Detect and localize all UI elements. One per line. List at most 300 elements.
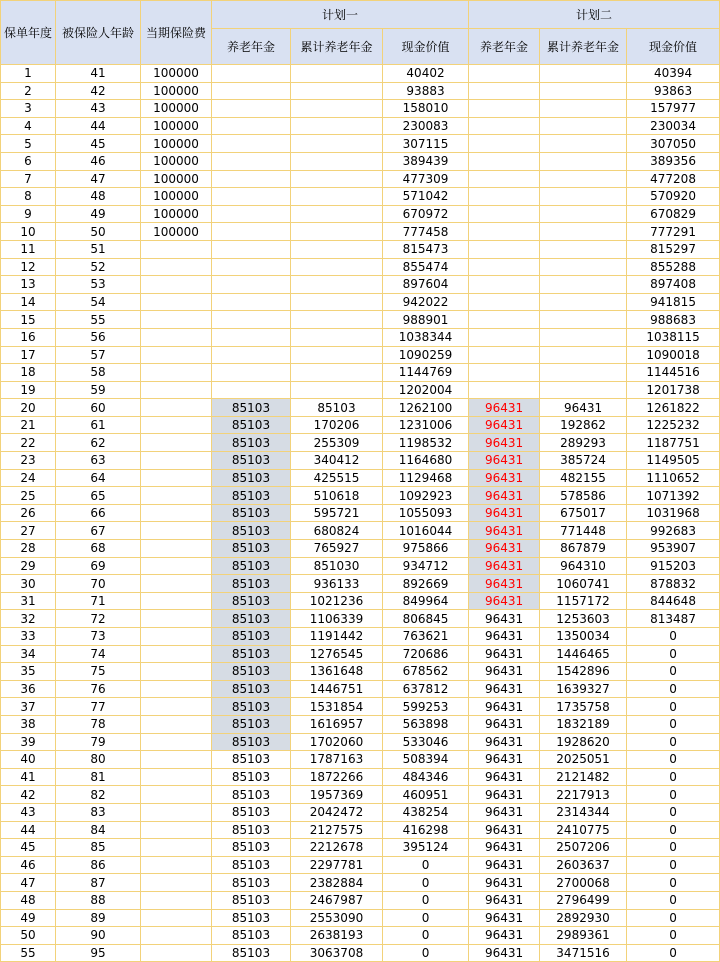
cell-year: 34 [1,645,56,663]
cell-plan2-pension: 96431 [469,504,540,522]
cell-plan1-pension: 85103 [212,610,291,628]
cell-plan2-cash-value: 0 [627,645,720,663]
cell-plan2-cumulative-pension: 2314344 [540,803,627,821]
cell-plan2-cumulative-pension: 2410775 [540,821,627,839]
cell-plan2-cash-value: 0 [627,909,720,927]
cell-premium [141,522,212,540]
cell-premium [141,628,212,646]
cell-plan1-cumulative-pension: 1702060 [291,733,383,751]
cell-plan1-cash-value: 1144769 [383,364,469,382]
cell-plan1-cumulative-pension [291,346,383,364]
table-row [1,293,720,311]
cell-premium [141,645,212,663]
cell-plan1-cumulative-pension: 340412 [291,452,383,470]
cell-plan2-pension: 96431 [469,540,540,558]
cell-year: 46 [1,856,56,874]
cell-plan2-pension [469,135,540,153]
header-plan2-cumulative-pension: 累计养老年金 [540,29,627,65]
cell-plan1-cumulative-pension: 255309 [291,434,383,452]
cell-age: 80 [56,751,141,769]
cell-premium: 100000 [141,205,212,223]
cell-plan1-cash-value: 0 [383,944,469,962]
table-row [1,874,720,892]
cell-year: 14 [1,293,56,311]
cell-year: 55 [1,944,56,962]
cell-age: 65 [56,487,141,505]
header-age: 被保险人年龄 [56,1,141,65]
cell-plan1-pension [212,346,291,364]
table-body [1,65,720,962]
table-row [1,909,720,927]
cell-plan1-pension [212,152,291,170]
cell-premium [141,856,212,874]
cell-plan1-pension: 85103 [212,434,291,452]
cell-plan2-cumulative-pension: 2507206 [540,839,627,857]
cell-plan2-pension [469,240,540,258]
cell-plan2-pension [469,152,540,170]
cell-plan2-cumulative-pension [540,240,627,258]
cell-plan2-cash-value: 915203 [627,557,720,575]
cell-plan2-cash-value: 0 [627,715,720,733]
cell-plan1-cash-value: 777458 [383,223,469,241]
cell-plan1-cash-value: 720686 [383,645,469,663]
cell-plan1-cash-value: 1202004 [383,381,469,399]
cell-plan2-cumulative-pension: 1157172 [540,592,627,610]
cell-premium [141,715,212,733]
table-row [1,786,720,804]
cell-plan2-cash-value: 157977 [627,100,720,118]
cell-plan1-pension: 85103 [212,680,291,698]
cell-plan2-pension: 96431 [469,680,540,698]
cell-age: 86 [56,856,141,874]
cell-age: 72 [56,610,141,628]
cell-year: 1 [1,65,56,83]
cell-year: 44 [1,821,56,839]
cell-plan1-cumulative-pension: 595721 [291,504,383,522]
cell-plan2-cumulative-pension [540,381,627,399]
cell-plan2-cumulative-pension [540,170,627,188]
cell-plan1-cumulative-pension: 1616957 [291,715,383,733]
cell-plan1-cumulative-pension: 1957369 [291,786,383,804]
cell-plan2-pension: 96431 [469,416,540,434]
cell-plan2-cumulative-pension [540,328,627,346]
cell-plan1-pension [212,205,291,223]
cell-plan1-cumulative-pension: 2382884 [291,874,383,892]
table-row [1,592,720,610]
cell-plan2-cash-value: 953907 [627,540,720,558]
cell-plan2-cumulative-pension [540,258,627,276]
cell-plan2-pension: 96431 [469,663,540,681]
cell-plan1-cumulative-pension: 680824 [291,522,383,540]
cell-plan2-cash-value: 878832 [627,575,720,593]
cell-plan1-pension: 85103 [212,803,291,821]
cell-age: 58 [56,364,141,382]
table-row [1,698,720,716]
cell-premium [141,944,212,962]
cell-plan2-pension: 96431 [469,452,540,470]
cell-plan1-cash-value: 934712 [383,557,469,575]
cell-premium [141,821,212,839]
table-row [1,276,720,294]
cell-plan2-pension: 96431 [469,751,540,769]
table-row [1,487,720,505]
cell-plan2-pension: 96431 [469,575,540,593]
cell-age: 83 [56,803,141,821]
cell-plan2-cumulative-pension [540,152,627,170]
table-row [1,821,720,839]
cell-plan2-cash-value: 0 [627,839,720,857]
cell-premium [141,381,212,399]
table-row [1,540,720,558]
cell-plan2-pension: 96431 [469,839,540,857]
cell-plan1-pension [212,258,291,276]
cell-plan2-cash-value: 0 [627,680,720,698]
cell-plan1-cash-value: 849964 [383,592,469,610]
cell-plan1-pension: 85103 [212,786,291,804]
table-row [1,927,720,945]
table-row [1,469,720,487]
cell-age: 59 [56,381,141,399]
cell-age: 48 [56,188,141,206]
cell-age: 69 [56,557,141,575]
cell-age: 68 [56,540,141,558]
cell-year: 15 [1,311,56,329]
cell-plan1-cash-value: 975866 [383,540,469,558]
cell-year: 36 [1,680,56,698]
cell-plan2-cash-value: 1201738 [627,381,720,399]
cell-plan2-cash-value: 1031968 [627,504,720,522]
cell-plan1-cumulative-pension: 2127575 [291,821,383,839]
cell-plan1-cumulative-pension [291,117,383,135]
cell-plan1-cumulative-pension: 1531854 [291,698,383,716]
cell-plan1-pension: 85103 [212,592,291,610]
cell-plan2-pension: 96431 [469,786,540,804]
cell-premium: 100000 [141,100,212,118]
cell-age: 52 [56,258,141,276]
cell-plan1-cash-value: 806845 [383,610,469,628]
cell-plan2-cumulative-pension: 192862 [540,416,627,434]
cell-plan2-cumulative-pension: 385724 [540,452,627,470]
cell-plan1-pension: 85103 [212,452,291,470]
cell-plan1-cash-value: 1129468 [383,469,469,487]
cell-plan2-cash-value: 0 [627,698,720,716]
cell-premium [141,240,212,258]
cell-plan1-cumulative-pension: 2212678 [291,839,383,857]
cell-plan1-cash-value: 1164680 [383,452,469,470]
cell-plan1-pension: 85103 [212,487,291,505]
cell-plan1-cash-value: 508394 [383,751,469,769]
cell-plan1-cash-value: 40402 [383,65,469,83]
header-plan1-cumulative-pension: 累计养老年金 [291,29,383,65]
cell-plan2-pension: 96431 [469,487,540,505]
cell-plan2-pension: 96431 [469,698,540,716]
cell-year: 2 [1,82,56,100]
cell-age: 51 [56,240,141,258]
header-plan-1: 计划一 [212,1,469,29]
table-row [1,610,720,628]
cell-year: 49 [1,909,56,927]
cell-year: 37 [1,698,56,716]
cell-plan1-pension: 85103 [212,469,291,487]
cell-plan1-pension: 85103 [212,733,291,751]
header-plan2-pension: 养老年金 [469,29,540,65]
header-year: 保单年度 [1,1,56,65]
cell-plan1-cash-value: 460951 [383,786,469,804]
cell-plan2-cash-value: 670829 [627,205,720,223]
cell-plan1-pension: 85103 [212,909,291,927]
cell-plan1-cash-value: 0 [383,856,469,874]
cell-plan1-cash-value: 307115 [383,135,469,153]
cell-age: 82 [56,786,141,804]
cell-plan1-cumulative-pension: 1361648 [291,663,383,681]
cell-age: 66 [56,504,141,522]
cell-age: 41 [56,65,141,83]
cell-plan1-pension: 85103 [212,856,291,874]
cell-premium [141,874,212,892]
cell-plan2-cumulative-pension: 1542896 [540,663,627,681]
cell-plan2-cumulative-pension: 1446465 [540,645,627,663]
cell-plan2-cumulative-pension [540,276,627,294]
cell-plan1-cash-value: 892669 [383,575,469,593]
cell-plan1-cumulative-pension: 1021236 [291,592,383,610]
cell-plan1-cumulative-pension: 425515 [291,469,383,487]
cell-plan2-cash-value: 0 [627,821,720,839]
cell-premium [141,592,212,610]
cell-plan2-pension: 96431 [469,610,540,628]
table-row [1,733,720,751]
cell-plan2-cash-value: 570920 [627,188,720,206]
cell-plan2-pension [469,364,540,382]
table-row [1,135,720,153]
cell-plan2-cumulative-pension: 1639327 [540,680,627,698]
cell-plan2-cumulative-pension: 2700068 [540,874,627,892]
cell-premium [141,909,212,927]
cell-plan1-cumulative-pension: 1276545 [291,645,383,663]
cell-plan2-pension: 96431 [469,469,540,487]
cell-plan1-cumulative-pension [291,65,383,83]
cell-plan1-cumulative-pension: 85103 [291,399,383,417]
cell-plan2-cash-value: 1187751 [627,434,720,452]
cell-plan2-cash-value: 0 [627,874,720,892]
cell-plan1-cumulative-pension [291,205,383,223]
cell-year: 35 [1,663,56,681]
cell-plan1-cash-value: 988901 [383,311,469,329]
cell-plan2-cumulative-pension: 2989361 [540,927,627,945]
cell-plan1-pension: 85103 [212,522,291,540]
cell-age: 87 [56,874,141,892]
cell-age: 44 [56,117,141,135]
cell-plan2-cumulative-pension: 578586 [540,487,627,505]
cell-plan1-cash-value: 158010 [383,100,469,118]
cell-plan1-cash-value: 763621 [383,628,469,646]
cell-plan2-cash-value: 992683 [627,522,720,540]
cell-plan1-cumulative-pension [291,258,383,276]
cell-plan2-cumulative-pension: 1060741 [540,575,627,593]
cell-premium [141,891,212,909]
cell-premium [141,328,212,346]
cell-plan2-cash-value: 855288 [627,258,720,276]
cell-plan1-cumulative-pension: 2467987 [291,891,383,909]
cell-plan2-pension: 96431 [469,821,540,839]
cell-plan1-cash-value: 0 [383,909,469,927]
cell-plan1-cumulative-pension [291,328,383,346]
cell-plan1-cash-value: 599253 [383,698,469,716]
cell-plan2-cash-value: 1225232 [627,416,720,434]
table-row [1,680,720,698]
cell-plan2-cumulative-pension [540,364,627,382]
table-row [1,557,720,575]
cell-plan2-pension [469,170,540,188]
cell-plan2-cash-value: 389356 [627,152,720,170]
table-row [1,891,720,909]
table-row [1,416,720,434]
cell-plan2-cash-value: 1090018 [627,346,720,364]
cell-plan1-cumulative-pension [291,223,383,241]
cell-plan2-cumulative-pension: 1350034 [540,628,627,646]
cell-age: 42 [56,82,141,100]
cell-plan2-pension: 96431 [469,733,540,751]
cell-year: 8 [1,188,56,206]
cell-plan1-cash-value: 563898 [383,715,469,733]
cell-plan1-cash-value: 897604 [383,276,469,294]
table-row [1,100,720,118]
cell-plan2-cumulative-pension [540,82,627,100]
cell-year: 47 [1,874,56,892]
cell-plan2-pension [469,205,540,223]
cell-plan2-cash-value: 93863 [627,82,720,100]
cell-age: 43 [56,100,141,118]
cell-plan2-cumulative-pension [540,346,627,364]
cell-age: 90 [56,927,141,945]
cell-premium: 100000 [141,65,212,83]
cell-plan2-pension [469,223,540,241]
cell-plan2-cash-value: 0 [627,803,720,821]
cell-plan2-pension: 96431 [469,399,540,417]
cell-plan2-pension: 96431 [469,909,540,927]
cell-plan2-pension [469,117,540,135]
cell-plan1-pension [212,328,291,346]
cell-premium [141,258,212,276]
cell-year: 7 [1,170,56,188]
cell-year: 26 [1,504,56,522]
cell-plan2-pension [469,65,540,83]
cell-plan1-cumulative-pension [291,170,383,188]
cell-plan2-cash-value: 897408 [627,276,720,294]
cell-age: 60 [56,399,141,417]
cell-plan1-cash-value: 0 [383,891,469,909]
cell-age: 75 [56,663,141,681]
cell-plan1-cash-value: 93883 [383,82,469,100]
cell-plan1-pension: 85103 [212,698,291,716]
table-row [1,663,720,681]
table-row [1,575,720,593]
cell-plan1-cumulative-pension: 1191442 [291,628,383,646]
cell-age: 81 [56,768,141,786]
header-plan1-pension: 养老年金 [212,29,291,65]
cell-premium [141,416,212,434]
cell-age: 79 [56,733,141,751]
cell-plan1-cumulative-pension: 2297781 [291,856,383,874]
cell-year: 9 [1,205,56,223]
cell-plan1-pension [212,381,291,399]
cell-plan2-cash-value: 0 [627,628,720,646]
cell-year: 32 [1,610,56,628]
table-row [1,311,720,329]
cell-year: 12 [1,258,56,276]
cell-plan2-cumulative-pension [540,223,627,241]
cell-year: 5 [1,135,56,153]
table-row [1,346,720,364]
table-row [1,223,720,241]
cell-plan2-cumulative-pension [540,117,627,135]
cell-age: 56 [56,328,141,346]
cell-plan1-cumulative-pension [291,311,383,329]
cell-plan2-cash-value: 777291 [627,223,720,241]
cell-plan2-pension: 96431 [469,856,540,874]
cell-plan1-cash-value: 477309 [383,170,469,188]
cell-premium [141,733,212,751]
table-row [1,65,720,83]
cell-plan2-cash-value: 988683 [627,311,720,329]
cell-plan1-pension [212,240,291,258]
cell-year: 16 [1,328,56,346]
table-row [1,803,720,821]
cell-premium [141,293,212,311]
cell-plan2-cumulative-pension: 2217913 [540,786,627,804]
cell-plan1-cash-value: 1038344 [383,328,469,346]
cell-plan1-cumulative-pension [291,188,383,206]
header-plan1-cash-value: 现金价值 [383,29,469,65]
cell-premium: 100000 [141,82,212,100]
cell-age: 76 [56,680,141,698]
cell-year: 43 [1,803,56,821]
cell-plan2-cumulative-pension: 2121482 [540,768,627,786]
cell-plan1-pension [212,65,291,83]
cell-age: 57 [56,346,141,364]
cell-plan1-pension: 85103 [212,504,291,522]
table-row [1,645,720,663]
cell-plan1-cumulative-pension [291,152,383,170]
cell-age: 89 [56,909,141,927]
table-header [1,1,720,65]
cell-plan2-pension: 96431 [469,768,540,786]
table-row [1,434,720,452]
cell-plan2-cumulative-pension: 1832189 [540,715,627,733]
cell-plan1-pension [212,170,291,188]
cell-plan2-cumulative-pension: 867879 [540,540,627,558]
cell-plan1-pension: 85103 [212,663,291,681]
cell-premium [141,452,212,470]
cell-premium [141,927,212,945]
cell-age: 67 [56,522,141,540]
cell-year: 30 [1,575,56,593]
cell-plan2-pension: 96431 [469,803,540,821]
cell-plan2-pension [469,258,540,276]
cell-plan1-cash-value: 1231006 [383,416,469,434]
cell-plan1-pension: 85103 [212,540,291,558]
cell-plan2-cumulative-pension: 675017 [540,504,627,522]
cell-plan2-pension: 96431 [469,927,540,945]
cell-premium [141,276,212,294]
cell-plan1-pension: 85103 [212,557,291,575]
cell-age: 47 [56,170,141,188]
table-row [1,381,720,399]
cell-plan2-cumulative-pension: 2892930 [540,909,627,927]
header-plan2-cash-value: 现金价值 [627,29,720,65]
cell-age: 78 [56,715,141,733]
cell-year: 22 [1,434,56,452]
table-row [1,82,720,100]
